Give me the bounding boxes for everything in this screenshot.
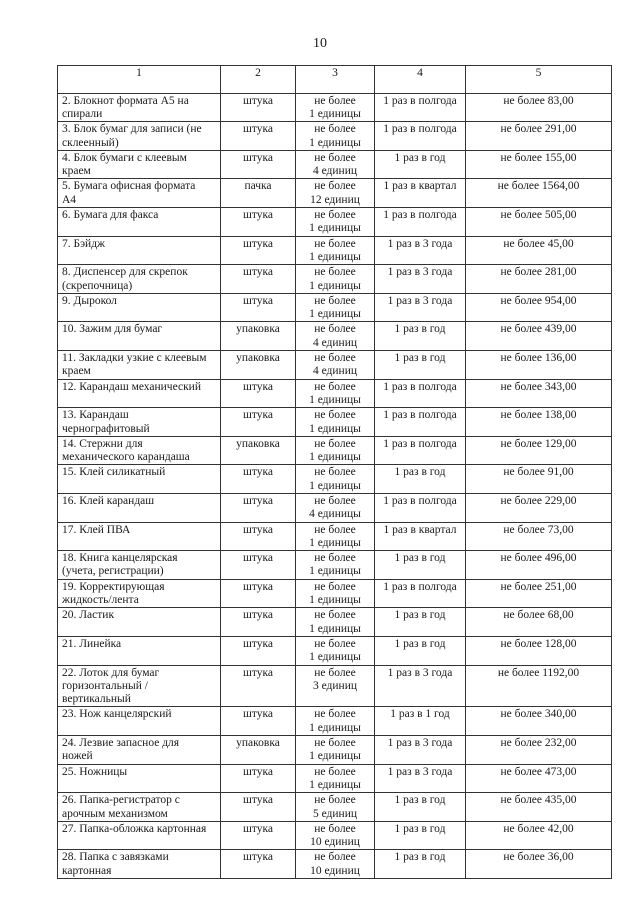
unit-cell: упаковка bbox=[221, 736, 296, 765]
price-cell: не более 473,00 bbox=[466, 764, 612, 793]
quantity-cell: не более 12 единиц bbox=[296, 179, 375, 208]
table-row bbox=[58, 764, 612, 793]
quantity-cell: не более 1 единицы bbox=[296, 236, 375, 265]
unit-cell: штука bbox=[221, 821, 296, 850]
unit-cell: пачка bbox=[221, 179, 296, 208]
unit-cell: штука bbox=[221, 665, 296, 707]
quantity-cell: не более 1 единицы bbox=[296, 465, 375, 494]
frequency-cell: 1 раз в год bbox=[375, 793, 466, 822]
quantity-cell: не более 10 единиц bbox=[296, 821, 375, 850]
table-row bbox=[58, 208, 612, 237]
frequency-cell: 1 раз в год bbox=[375, 608, 466, 637]
unit-cell: штука bbox=[221, 208, 296, 237]
table-row bbox=[58, 150, 612, 179]
price-cell: не более 136,00 bbox=[466, 351, 612, 380]
unit-cell: штука bbox=[221, 764, 296, 793]
frequency-cell: 1 раз в 3 года bbox=[375, 736, 466, 765]
table-row bbox=[58, 665, 612, 707]
price-cell: не более 138,00 bbox=[466, 408, 612, 437]
table-row bbox=[58, 408, 612, 437]
price-cell: не более 229,00 bbox=[466, 494, 612, 523]
column-header-1: 1 bbox=[58, 66, 221, 94]
item-name-cell: 20. Ластик bbox=[58, 608, 221, 637]
quantity-cell: не более 4 единицы bbox=[296, 494, 375, 523]
unit-cell: штука bbox=[221, 122, 296, 151]
quantity-cell: не более 1 единицы bbox=[296, 579, 375, 608]
unit-cell: штука bbox=[221, 608, 296, 637]
price-cell: не более 1192,00 bbox=[466, 665, 612, 707]
column-header-4: 4 bbox=[375, 66, 466, 94]
item-name-cell: 11. Закладки узкие с клеевым краем bbox=[58, 351, 221, 380]
unit-cell: штука bbox=[221, 93, 296, 122]
header-row bbox=[58, 66, 612, 94]
norms-table bbox=[57, 65, 612, 879]
table-row bbox=[58, 122, 612, 151]
table-row bbox=[58, 579, 612, 608]
price-cell: не более 91,00 bbox=[466, 465, 612, 494]
table-row bbox=[58, 793, 612, 822]
item-name-cell: 9. Дырокол bbox=[58, 293, 221, 322]
unit-cell: штука bbox=[221, 265, 296, 294]
quantity-cell: не более 1 единицы bbox=[296, 707, 375, 736]
unit-cell: упаковка bbox=[221, 436, 296, 465]
unit-cell: штука bbox=[221, 408, 296, 437]
unit-cell: штука bbox=[221, 150, 296, 179]
price-cell: не более 45,00 bbox=[466, 236, 612, 265]
unit-cell: штука bbox=[221, 465, 296, 494]
item-name-cell: 18. Книга канцелярская (учета, регистрации) bbox=[58, 551, 221, 580]
table-row bbox=[58, 494, 612, 523]
item-name-cell: 28. Папка с завязками картонная bbox=[58, 850, 221, 879]
frequency-cell: 1 раз в 3 года bbox=[375, 236, 466, 265]
quantity-cell: не более 1 единицы bbox=[296, 293, 375, 322]
table-row bbox=[58, 236, 612, 265]
item-name-cell: 15. Клей силикатный bbox=[58, 465, 221, 494]
price-cell: не более 439,00 bbox=[466, 322, 612, 351]
frequency-cell: 1 раз в полгода bbox=[375, 122, 466, 151]
frequency-cell: 1 раз в квартал bbox=[375, 522, 466, 551]
item-name-cell: 5. Бумага офисная формата А4 bbox=[58, 179, 221, 208]
quantity-cell: не более 4 единиц bbox=[296, 351, 375, 380]
item-name-cell: 25. Ножницы bbox=[58, 764, 221, 793]
price-cell: не более 343,00 bbox=[466, 379, 612, 408]
unit-cell: упаковка bbox=[221, 322, 296, 351]
price-cell: не более 42,00 bbox=[466, 821, 612, 850]
price-cell: не более 128,00 bbox=[466, 636, 612, 665]
unit-cell: штука bbox=[221, 293, 296, 322]
page-number: 10 bbox=[313, 36, 327, 51]
table-row bbox=[58, 465, 612, 494]
quantity-cell: не более 4 единиц bbox=[296, 322, 375, 351]
item-name-cell: 12. Карандаш механический bbox=[58, 379, 221, 408]
table-row bbox=[58, 636, 612, 665]
table-row bbox=[58, 608, 612, 637]
price-cell: не более 73,00 bbox=[466, 522, 612, 551]
quantity-cell: не более 4 единиц bbox=[296, 150, 375, 179]
column-header-2: 2 bbox=[221, 66, 296, 94]
table-row bbox=[58, 551, 612, 580]
table-row bbox=[58, 93, 612, 122]
quantity-cell: не более 1 единицы bbox=[296, 736, 375, 765]
table-row bbox=[58, 707, 612, 736]
price-cell: не более 155,00 bbox=[466, 150, 612, 179]
table-row bbox=[58, 850, 612, 879]
frequency-cell: 1 раз в квартал bbox=[375, 179, 466, 208]
table-row bbox=[58, 436, 612, 465]
quantity-cell: не более 1 единицы bbox=[296, 608, 375, 637]
quantity-cell: не более 1 единицы bbox=[296, 522, 375, 551]
frequency-cell: 1 раз в год bbox=[375, 821, 466, 850]
table-row bbox=[58, 379, 612, 408]
quantity-cell: не более 1 единицы bbox=[296, 265, 375, 294]
price-cell: не более 129,00 bbox=[466, 436, 612, 465]
frequency-cell: 1 раз в год bbox=[375, 351, 466, 380]
unit-cell: штука bbox=[221, 793, 296, 822]
frequency-cell: 1 раз в полгода bbox=[375, 93, 466, 122]
price-cell: не более 1564,00 bbox=[466, 179, 612, 208]
frequency-cell: 1 раз в год bbox=[375, 636, 466, 665]
quantity-cell: не более 1 единицы bbox=[296, 208, 375, 237]
unit-cell: штука bbox=[221, 579, 296, 608]
table-row bbox=[58, 522, 612, 551]
price-cell: не более 496,00 bbox=[466, 551, 612, 580]
quantity-cell: не более 5 единиц bbox=[296, 793, 375, 822]
item-name-cell: 7. Бэйдж bbox=[58, 236, 221, 265]
unit-cell: штука bbox=[221, 522, 296, 551]
quantity-cell: не более 1 единицы bbox=[296, 93, 375, 122]
frequency-cell: 1 раз в полгода bbox=[375, 208, 466, 237]
frequency-cell: 1 раз в полгода bbox=[375, 408, 466, 437]
item-name-cell: 4. Блок бумаги с клеевым краем bbox=[58, 150, 221, 179]
item-name-cell: 13. Карандаш чернографитовый bbox=[58, 408, 221, 437]
item-name-cell: 10. Зажим для бумаг bbox=[58, 322, 221, 351]
quantity-cell: не более 1 единицы bbox=[296, 764, 375, 793]
price-cell: не более 435,00 bbox=[466, 793, 612, 822]
price-cell: не более 36,00 bbox=[466, 850, 612, 879]
quantity-cell: не более 1 единицы bbox=[296, 379, 375, 408]
item-name-cell: 22. Лоток для бумаг горизонтальный / вертикальный bbox=[58, 665, 221, 707]
item-name-cell: 27. Папка-обложка картонная bbox=[58, 821, 221, 850]
quantity-cell: не более 1 единицы bbox=[296, 636, 375, 665]
table-row bbox=[58, 322, 612, 351]
item-name-cell: 19. Корректирующая жидкость/лента bbox=[58, 579, 221, 608]
price-cell: не более 232,00 bbox=[466, 736, 612, 765]
quantity-cell: не более 10 единиц bbox=[296, 850, 375, 879]
frequency-cell: 1 раз в 3 года bbox=[375, 265, 466, 294]
frequency-cell: 1 раз в год bbox=[375, 150, 466, 179]
quantity-cell: не более 3 единиц bbox=[296, 665, 375, 707]
price-cell: не более 340,00 bbox=[466, 707, 612, 736]
unit-cell: штука bbox=[221, 850, 296, 879]
unit-cell: штука bbox=[221, 707, 296, 736]
item-name-cell: 21. Линейка bbox=[58, 636, 221, 665]
quantity-cell: не более 1 единицы bbox=[296, 436, 375, 465]
frequency-cell: 1 раз в год bbox=[375, 551, 466, 580]
item-name-cell: 17. Клей ПВА bbox=[58, 522, 221, 551]
unit-cell: штука bbox=[221, 551, 296, 580]
item-name-cell: 3. Блок бумаг для записи (не склеенный) bbox=[58, 122, 221, 151]
price-cell: не более 291,00 bbox=[466, 122, 612, 151]
column-header-3: 3 bbox=[296, 66, 375, 94]
frequency-cell: 1 раз в полгода bbox=[375, 494, 466, 523]
price-cell: не более 954,00 bbox=[466, 293, 612, 322]
item-name-cell: 16. Клей карандаш bbox=[58, 494, 221, 523]
frequency-cell: 1 раз в 3 года bbox=[375, 293, 466, 322]
table-row bbox=[58, 265, 612, 294]
table-row bbox=[58, 179, 612, 208]
quantity-cell: не более 1 единицы bbox=[296, 408, 375, 437]
quantity-cell: не более 1 единицы bbox=[296, 122, 375, 151]
item-name-cell: 8. Диспенсер для скрепок (скрепочница) bbox=[58, 265, 221, 294]
item-name-cell: 6. Бумага для факса bbox=[58, 208, 221, 237]
frequency-cell: 1 раз в полгода bbox=[375, 436, 466, 465]
unit-cell: штука bbox=[221, 379, 296, 408]
item-name-cell: 26. Папка-регистратор с арочным механизмом bbox=[58, 793, 221, 822]
frequency-cell: 1 раз в полгода bbox=[375, 379, 466, 408]
table-row bbox=[58, 293, 612, 322]
table-row bbox=[58, 351, 612, 380]
frequency-cell: 1 раз в год bbox=[375, 850, 466, 879]
frequency-cell: 1 раз в 1 год bbox=[375, 707, 466, 736]
column-header-5: 5 bbox=[466, 66, 612, 94]
quantity-cell: не более 1 единицы bbox=[296, 551, 375, 580]
frequency-cell: 1 раз в полгода bbox=[375, 579, 466, 608]
item-name-cell: 24. Лезвие запасное для ножей bbox=[58, 736, 221, 765]
price-cell: не более 68,00 bbox=[466, 608, 612, 637]
unit-cell: упаковка bbox=[221, 351, 296, 380]
table-row bbox=[58, 736, 612, 765]
price-cell: не более 281,00 bbox=[466, 265, 612, 294]
frequency-cell: 1 раз в год bbox=[375, 465, 466, 494]
price-cell: не более 251,00 bbox=[466, 579, 612, 608]
price-cell: не более 83,00 bbox=[466, 93, 612, 122]
frequency-cell: 1 раз в 3 года bbox=[375, 764, 466, 793]
item-name-cell: 14. Стержни для механического карандаша bbox=[58, 436, 221, 465]
price-cell: не более 505,00 bbox=[466, 208, 612, 237]
table-body bbox=[58, 93, 612, 878]
unit-cell: штука bbox=[221, 636, 296, 665]
table-row bbox=[58, 821, 612, 850]
frequency-cell: 1 раз в год bbox=[375, 322, 466, 351]
item-name-cell: 23. Нож канцелярский bbox=[58, 707, 221, 736]
unit-cell: штука bbox=[221, 494, 296, 523]
frequency-cell: 1 раз в 3 года bbox=[375, 665, 466, 707]
unit-cell: штука bbox=[221, 236, 296, 265]
item-name-cell: 2. Блокнот формата А5 на спирали bbox=[58, 93, 221, 122]
